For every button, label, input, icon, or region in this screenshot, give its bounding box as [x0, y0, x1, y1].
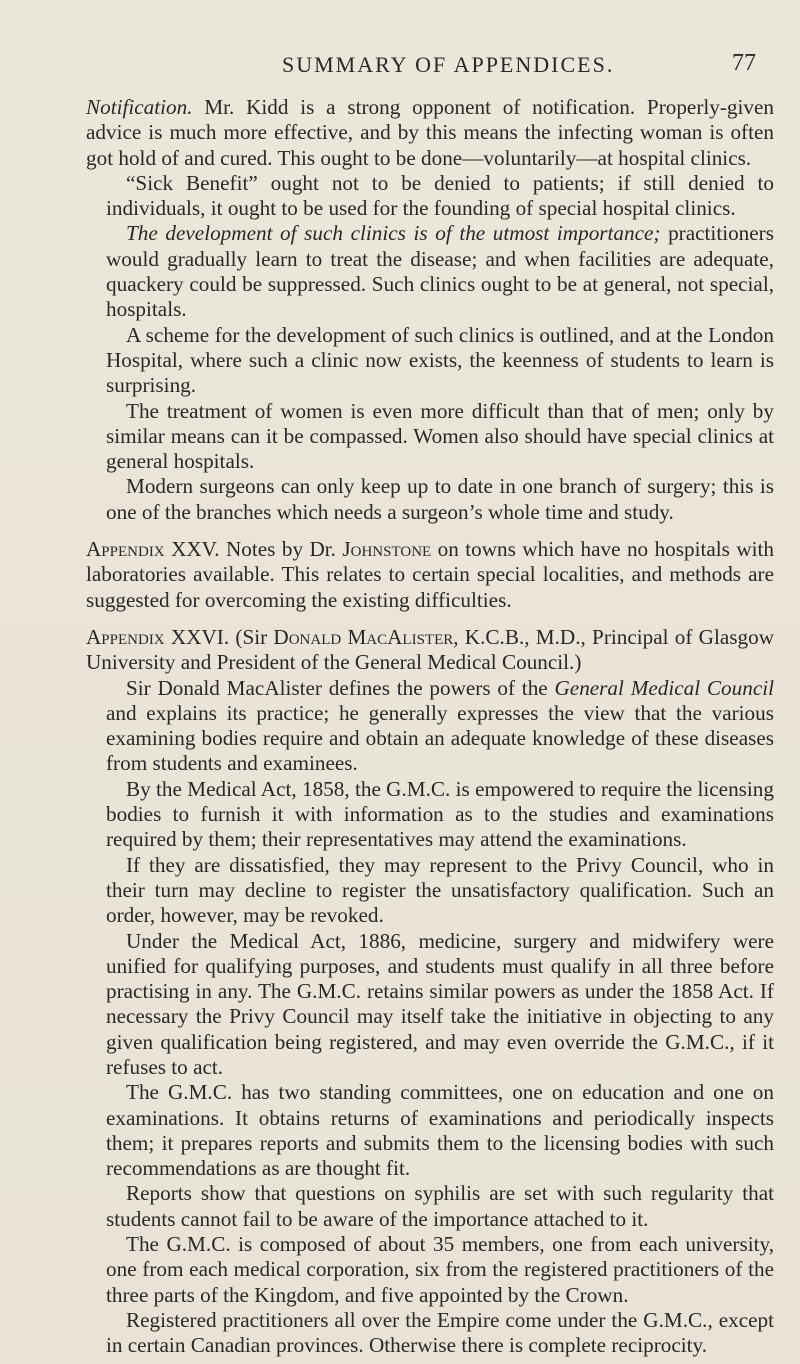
appendix-xxvi-p1-emphasis: General Medical Council — [554, 675, 774, 700]
appendix-xxvi-intro-after: , K.C.B., M.D., Principal of Glasgow University and President of the General Medical Council.) — [86, 624, 775, 675]
appendix-xxvi-paragraph-6: Reports show that questions on syphilis are set with such regularity that students cannot fail to be aware of the importance attached to it. — [106, 1181, 774, 1231]
appendix-xxv-text-before: Notes by Dr. — [225, 537, 343, 562]
page-number: 77 — [732, 50, 756, 76]
notification-emphasis: The development of such clinics is of the utmost importance; — [126, 221, 661, 246]
notification-text-1: Mr. Kidd is a strong opponent of notification. Properly-given advice is much more effective, and by this means the infecting woman is often got hold of and cured. This ought to be done—voluntarily—at hospital clinics. — [86, 95, 775, 170]
notification-paragraph-1 — [86, 95, 774, 171]
notification-paragraph-2: “Sick Benefit” ought not to be denied to patients; if still denied to individuals, it ought to be used for the founding of special hospital clinics. — [106, 170, 774, 221]
appendix-xxvi-paragraph-7: The G.M.C. is composed of about 35 members, one from each university, one from each medical corporation, six from the registered practitioners of the three parts of the Kingdom, and five appointed by the Crown. — [106, 1232, 774, 1307]
appendix-xxvi-heading: Appendix XXVI. — [86, 624, 230, 649]
appendix-xxv-heading: Appendix XXV. — [86, 537, 220, 562]
notification-paragraph-3 — [86, 221, 774, 322]
notification-paragraph-5: The treatment of women is even more difficult than that of men; only by similar means can it be compassed. Women also should have special clinics at general hospitals. — [106, 398, 774, 474]
appendix-xxvi-paragraph-8: Registered practitioners all over the Empire come under the G.M.C., except in certain Canadian provinces. Otherwise there is complete reciprocity. — [106, 1307, 774, 1358]
appendix-xxvi-paragraph-2: By the Medical Act, 1858, the G.M.C. is empowered to require the licensing bodies to furnish it with information as to the studies and examinations required by them; their representatives may attend the examinations. — [106, 776, 774, 852]
appendix-xxv-text-after: on towns which have no hospitals with laboratories available. This relates to certain special localities, and methods are suggested for overcoming the existing difficulties. — [86, 537, 775, 612]
appendix-xxvi-p1-before: Sir Donald MacAlister defines the powers of the — [126, 675, 555, 700]
running-title: SUMMARY OF APPENDICES. — [282, 52, 615, 77]
body-text — [86, 95, 774, 1359]
appendix-xxv-author: Johnstone — [342, 537, 432, 562]
appendix-xxvi-intro — [86, 625, 774, 676]
appendix-xxvi-author: Donald MacAlister — [273, 624, 454, 649]
appendix-xxvi-intro-before: (Sir — [235, 624, 274, 649]
appendix-xxvi-p1-after: and explains its practice; he generally expresses the view that the various examining bodies require and obtain an adequate knowledge of these diseases from students and examinees. — [106, 700, 774, 776]
appendix-xxvi-paragraph-5: The G.M.C. has two standing committees, one on education and one on examinations. It obtains returns of examinations and periodically inspects them; it prepares reports and submits them to the licensing bodies with such recommendations as are thought fit. — [106, 1080, 774, 1181]
appendix-xxvi-paragraph-1 — [86, 676, 774, 777]
appendix-xxvi-paragraph-4: Under the Medical Act, 1886, medicine, surgery and midwifery were unified for qualifying purposes, and students must qualify in all three before practising in any. The G.M.C. retains similar powers as under the 1858 Act. If necessary the Privy Council may itself take the initiative in objecting to any given qualification being registered, and may even override the G.M.C., if it refuses to act. — [106, 928, 774, 1079]
page-header — [0, 52, 800, 82]
appendix-xxvi-paragraph-3: If they are dissatisfied, they may represent to the Privy Council, who in their turn may decline to register the unsatisfactory qualification. Such an order, however, may be revoked. — [106, 852, 774, 928]
notification-paragraph-4: A scheme for the development of such clinics is outlined, and at the London Hospital, where such a clinic now exists, the keenness of students to learn is surprising. — [106, 322, 774, 398]
notification-paragraph-6: Modern surgeons can only keep up to date in one branch of surgery; this is one of the branches which needs a surgeon’s whole time and study. — [106, 474, 774, 524]
notification-heading: Notification. — [86, 95, 193, 119]
appendix-xxv-paragraph — [86, 537, 774, 613]
notification-text-3: practitioners would gradually learn to treat the disease; and when facilities are adequate, quackery could be suppressed. Such clinics ought to be at general, not special, hospitals. — [106, 221, 774, 322]
